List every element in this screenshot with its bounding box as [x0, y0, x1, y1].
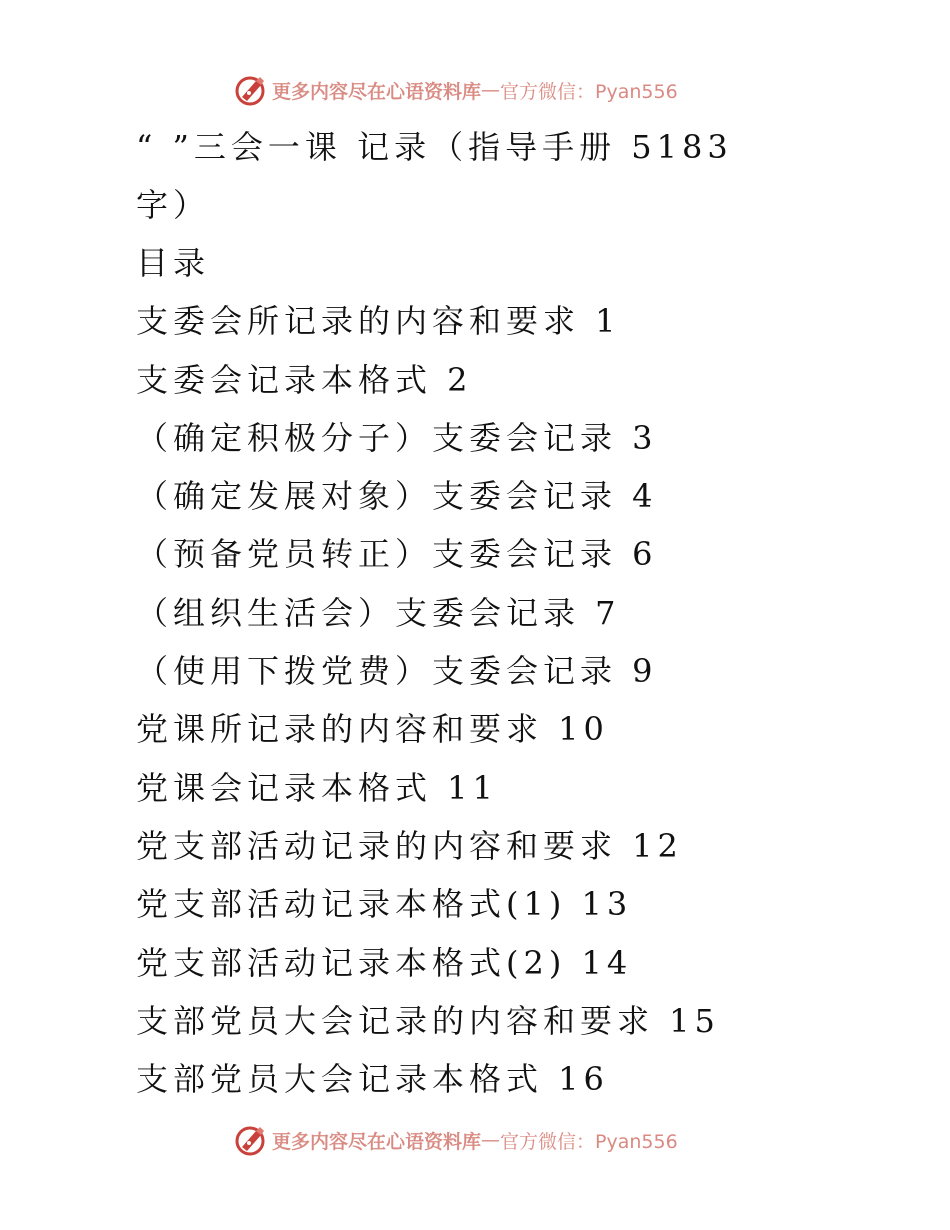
banner-separator: —	[481, 79, 501, 101]
banner-promo-text: 更多内容尽在心语资料库	[272, 80, 482, 103]
toc-item: 党支部活动记录本格式(2) 14	[136, 943, 633, 982]
toc-item: 支部党员大会记录的内容和要求 15	[136, 1001, 720, 1040]
toc-item: 支部党员大会记录本格式 16	[136, 1060, 609, 1099]
toc-item: 支委会记录本格式 2	[136, 360, 473, 399]
document-body	[136, 118, 736, 1108]
toc-item: 党支部活动记录的内容和要求 12	[136, 826, 683, 865]
toc-item: （确定发展对象）支委会记录 4	[136, 477, 658, 516]
document-title: “ ”三会一课 记录（指导手册 5183字）	[136, 128, 733, 224]
banner-contact-text: 官方微信：Pyan556	[500, 80, 678, 103]
banner-separator: —	[481, 1129, 501, 1151]
toc-item: （确定积极分子）支委会记录 3	[136, 418, 658, 457]
banner-contact-text: 官方微信：Pyan556	[500, 1130, 678, 1153]
toc-item: 党支部活动记录本格式(1) 13	[136, 885, 633, 924]
toc-item: 支委会所记录的内容和要求 1	[136, 302, 621, 341]
toc-item: （组织生活会）支委会记录 7	[136, 593, 621, 632]
pen-logo-icon	[234, 73, 268, 107]
toc-item: （使用下拨党费）支委会记录 9	[136, 652, 658, 691]
toc-item: （预备党员转正）支委会记录 6	[136, 535, 658, 574]
banner-promo-text: 更多内容尽在心语资料库	[272, 1130, 482, 1153]
header-banner	[234, 72, 678, 108]
toc-item: 党课会记录本格式 11	[136, 768, 498, 807]
pen-logo-icon	[234, 1123, 268, 1157]
toc-heading: 目录	[136, 244, 211, 282]
toc-list	[136, 292, 736, 1108]
toc-item: 党课所记录的内容和要求 10	[136, 710, 609, 749]
footer-banner	[234, 1122, 678, 1158]
